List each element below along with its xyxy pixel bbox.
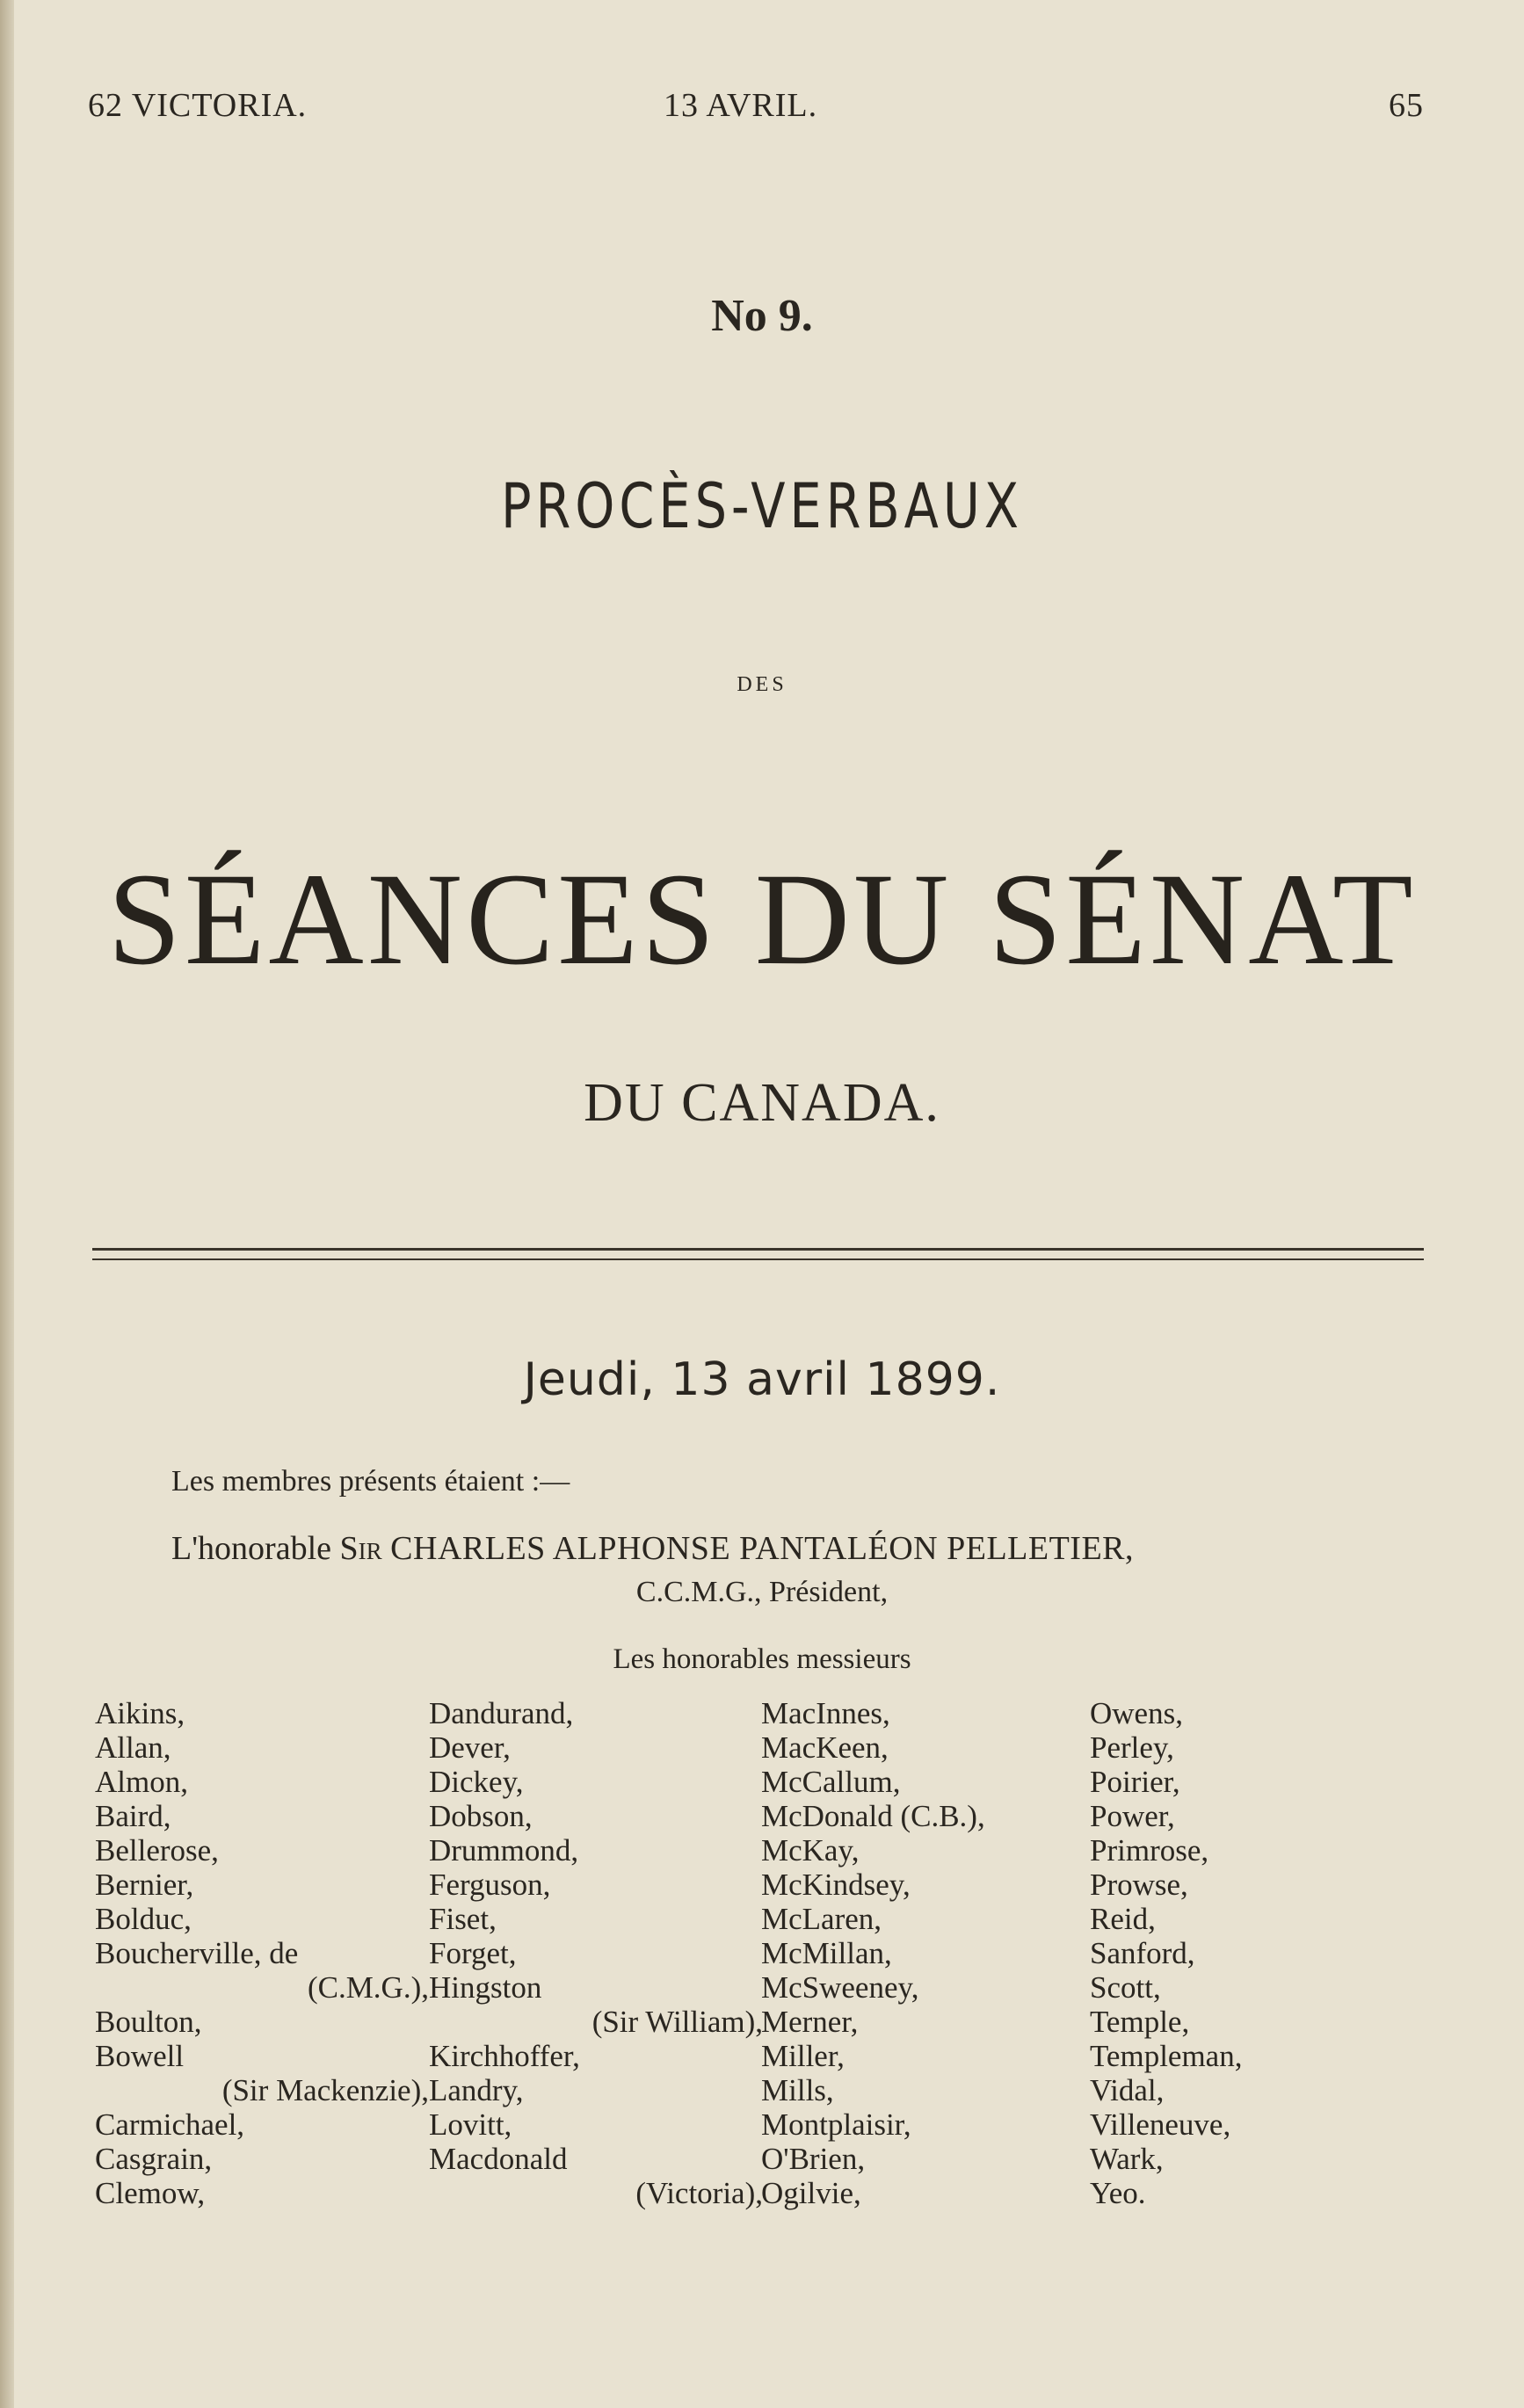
president-role: C.C.M.G., Président,: [635, 1576, 889, 1608]
title-du-canada: DU CANADA.: [584, 1073, 940, 1133]
senator-name: Templeman,: [1090, 2039, 1243, 2073]
senator-name: Miller,: [761, 2039, 845, 2073]
senator-name: Villeneuve,: [1090, 2107, 1231, 2142]
senator-name: Ogilvie,: [761, 2176, 861, 2210]
senator-name: Baird,: [95, 1799, 171, 1833]
senator-name: Allan,: [95, 1730, 171, 1765]
title-des: DES: [737, 673, 787, 696]
senator-name: McDonald (C.B.),: [761, 1799, 985, 1833]
session-date: Jeudi, 13 avril 1899.: [523, 1353, 1001, 1406]
senator-name: McMillan,: [761, 1936, 892, 1970]
senator-name: Mills,: [761, 2073, 834, 2107]
senator-column-1: [95, 1696, 429, 2210]
header-volume: 62 VICTORIA.: [88, 87, 308, 124]
senator-name: Bolduc,: [95, 1902, 192, 1936]
senator-name: Boucherville, de: [95, 1936, 299, 1970]
senator-name: Casgrain,: [95, 2142, 213, 2176]
senator-name: O'Brien,: [761, 2142, 866, 2176]
senator-name: Poirier,: [1090, 1765, 1180, 1799]
senator-name: Aikins,: [95, 1696, 185, 1730]
senator-name: Boulton,: [95, 2005, 202, 2039]
senator-name: Kirchhoffer,: [429, 2039, 580, 2073]
senator-name: Clemow,: [95, 2176, 206, 2210]
senator-name-continuation: (Victoria),: [635, 2176, 763, 2210]
president-prefix: L'honorable: [171, 1530, 332, 1567]
senator-column-4: [1090, 1696, 1424, 2210]
senator-name-continuation: (C.M.G.),: [307, 1970, 429, 2005]
senator-name: McKindsey,: [761, 1868, 911, 1902]
senator-name: Primrose,: [1090, 1833, 1209, 1868]
senator-name-continuation: (Sir William),: [591, 2005, 763, 2039]
senator-name: Power,: [1090, 1799, 1175, 1833]
senator-name: Lovitt,: [429, 2107, 512, 2142]
senator-name: Temple,: [1090, 2005, 1190, 2039]
double-rule-top: [92, 1248, 1424, 1251]
senator-name: Vidal,: [1090, 2073, 1165, 2107]
title-seances-du-senat: SÉANCES DU SÉNAT: [107, 846, 1417, 992]
senator-name: Sanford,: [1090, 1936, 1195, 1970]
page-binding-edge: [0, 0, 14, 2408]
senator-name: McLaren,: [761, 1902, 882, 1936]
title-proces-verbaux: PROCÈS-VERBAUX: [500, 470, 1024, 542]
senator-name-continuation: (Sir Mackenzie),: [221, 2073, 429, 2107]
senator-name: Fiset,: [429, 1902, 497, 1936]
double-rule-bottom: [92, 1258, 1424, 1260]
senator-column-3: [761, 1696, 1095, 2210]
senator-name: Scott,: [1090, 1970, 1161, 2005]
senator-name: Bellerose,: [95, 1833, 219, 1868]
senator-name: Owens,: [1090, 1696, 1183, 1730]
senator-name: Reid,: [1090, 1902, 1156, 1936]
messieurs-label: Les honorables messieurs: [613, 1643, 911, 1675]
senator-name: Almon,: [95, 1765, 188, 1799]
senator-name: Dever,: [429, 1730, 511, 1765]
senator-name: Dickey,: [429, 1765, 524, 1799]
senator-name: Hingston: [429, 1970, 542, 2005]
senator-name: Dobson,: [429, 1799, 533, 1833]
president-name: CHARLES ALPHONSE PANTALÉON PELLETIER,: [390, 1530, 1135, 1567]
senator-name: Merner,: [761, 2005, 859, 2039]
senator-name: McCallum,: [761, 1765, 901, 1799]
president-line: [171, 1529, 1419, 1568]
senator-name: Forget,: [429, 1936, 517, 1970]
senator-name: McSweeney,: [761, 1970, 919, 2005]
senator-name: Dandurand,: [429, 1696, 574, 1730]
senator-column-2: [429, 1696, 763, 2210]
senator-name: Carmichael,: [95, 2107, 245, 2142]
senator-name: Ferguson,: [429, 1868, 551, 1902]
senator-name: Wark,: [1090, 2142, 1164, 2176]
senator-name: MacInnes,: [761, 1696, 890, 1730]
page-number: 65: [1389, 87, 1424, 124]
running-header: [88, 86, 1424, 130]
issue-number: No 9.: [711, 291, 813, 341]
senator-name: Perley,: [1090, 1730, 1174, 1765]
senator-name: Landry,: [429, 2073, 524, 2107]
senator-name: Yeo.: [1090, 2176, 1146, 2210]
senator-name: Macdonald: [429, 2142, 568, 2176]
senator-name: Drummond,: [429, 1833, 579, 1868]
senator-name: Montplaisir,: [761, 2107, 911, 2142]
header-date: 13 AVRIL.: [664, 87, 818, 124]
senator-name: Bowell: [95, 2039, 185, 2073]
president-title: Sir: [339, 1530, 382, 1567]
senator-name: McKay,: [761, 1833, 860, 1868]
senator-name: Prowse,: [1090, 1868, 1188, 1902]
senator-name: Bernier,: [95, 1868, 194, 1902]
presents-intro: Les membres présents étaient :—: [171, 1465, 570, 1498]
senator-name: MacKeen,: [761, 1730, 889, 1765]
